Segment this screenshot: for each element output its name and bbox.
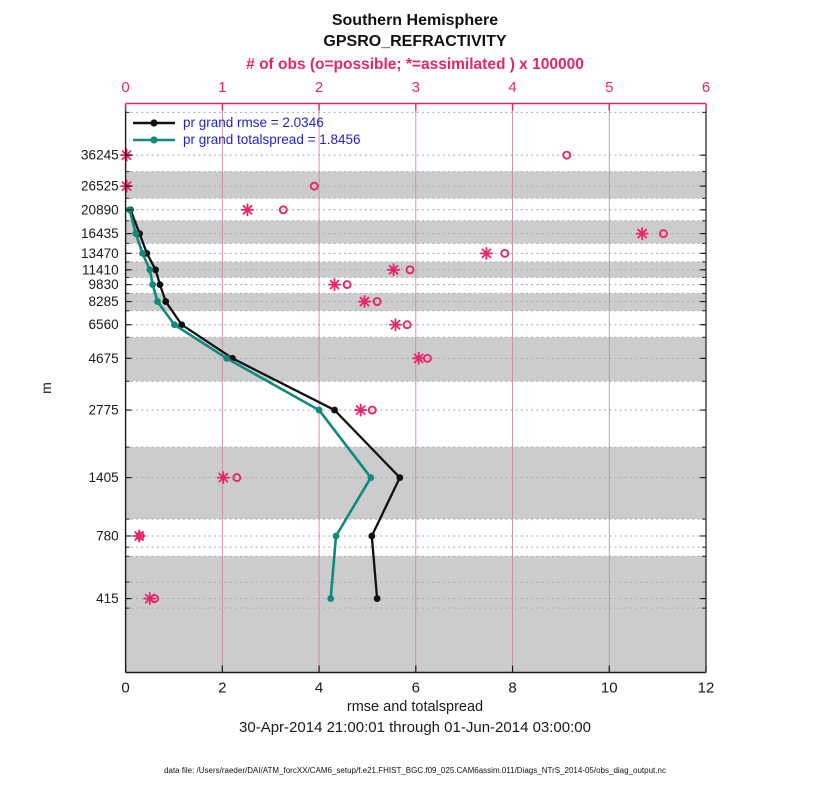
legend-row-rmse (131, 114, 361, 131)
y-tick-label: 415 (96, 591, 119, 607)
bottom-tick-label: 12 (697, 679, 715, 697)
top-tick-label: 0 (121, 79, 130, 96)
series-marker-totalspread (316, 407, 323, 414)
bottom-tick-label: 8 (508, 679, 517, 697)
y-tick-label: 11410 (82, 262, 119, 278)
y-tick-label: 780 (96, 528, 119, 544)
legend-row-totalspread (131, 131, 361, 148)
y-tick-label: 8285 (88, 294, 119, 310)
y-tick-label: 2775 (88, 402, 119, 418)
possible-circle-marker (369, 407, 376, 414)
bottom-tick-label: 10 (600, 679, 618, 697)
legend (131, 114, 361, 148)
series-marker-totalspread (333, 533, 340, 540)
top-tick-label: 4 (508, 79, 517, 96)
bottom-tick-label: 2 (218, 679, 227, 697)
y-axis-label: m (37, 382, 54, 394)
assimilated-star-marker (413, 353, 424, 364)
top-tick-label: 2 (314, 79, 324, 96)
series-marker-rmse (368, 533, 375, 540)
series-marker-totalspread (154, 298, 161, 305)
series-marker-rmse (152, 266, 159, 273)
date-range: 30-Apr-2014 21:00:01 through 01-Jun-2014 03:00:00 (239, 719, 591, 736)
series-marker-rmse (162, 298, 169, 305)
assimilated-star-marker (329, 279, 340, 290)
y-tick-label: 20890 (81, 202, 119, 218)
y-tick-label: 9830 (88, 277, 119, 293)
top-tick-label: 5 (605, 79, 614, 96)
legend-label-totalspread: pr grand totalspread = 1.8456 (183, 132, 361, 147)
legend-line-totalspread-icon (131, 134, 177, 146)
y-tick-label: 6560 (88, 317, 119, 333)
legend-label-rmse: pr grand rmse = 2.0346 (183, 115, 324, 130)
series-marker-rmse (331, 407, 338, 414)
series-marker-rmse (396, 474, 403, 481)
assimilated-star-marker (390, 319, 401, 330)
chart-title: Southern Hemisphere (331, 12, 499, 29)
series-marker-totalspread (149, 281, 156, 288)
series-marker-totalspread (327, 595, 334, 602)
assimilated-star-marker (134, 530, 145, 541)
assimilated-star-marker (359, 296, 370, 307)
top-tick-label: 6 (701, 79, 711, 96)
possible-circle-marker (501, 250, 508, 257)
assimilated-star-marker (218, 472, 229, 483)
series-marker-rmse (157, 281, 164, 288)
series-marker-totalspread (146, 266, 153, 273)
series-marker-totalspread (171, 321, 178, 328)
assimilated-star-marker (242, 204, 253, 215)
y-tick-label: 26525 (81, 178, 119, 194)
assimilated-star-marker (355, 404, 366, 415)
top-tick-label: 3 (411, 79, 420, 96)
bottom-tick-label: 4 (314, 679, 324, 697)
assimilated-star-marker (388, 264, 399, 275)
x-axis-label: rmse and totalspread (346, 699, 484, 715)
bottom-tick-label: 6 (411, 679, 420, 697)
series-marker-totalspread (139, 250, 146, 257)
chart-subtitle: GPSRO_REFRACTIVITY (323, 33, 507, 50)
y-tick-label: 1405 (88, 470, 119, 486)
y-tick-label: 16435 (81, 226, 119, 242)
assimilated-star-marker (481, 248, 492, 259)
y-tick-label: 13470 (81, 245, 119, 261)
series-marker-totalspread (132, 230, 139, 237)
legend-line-rmse-icon (131, 117, 177, 129)
top-tick-label: 1 (218, 79, 227, 96)
top-axis-label: # of obs (o=possible; *=assimilated ) x 100000 (246, 56, 584, 73)
y-tick-label: 36245 (81, 147, 119, 163)
assimilated-star-marker (637, 228, 648, 239)
series-marker-rmse (374, 595, 381, 602)
bottom-tick-label: 0 (121, 679, 130, 697)
data-file-path: data file: /Users/raeder/DAI/ATM_forcXX/CAM6_setup/f.e21.FHIST_BGC.f09_025.CAM6assim.011/Diags_NTrS_2014-05/obs_diag_output.nc (164, 766, 666, 775)
y-tick-label: 4675 (88, 350, 119, 366)
series-marker-totalspread (223, 355, 230, 362)
series-marker-totalspread (367, 474, 374, 481)
assimilated-star-marker (144, 593, 155, 604)
